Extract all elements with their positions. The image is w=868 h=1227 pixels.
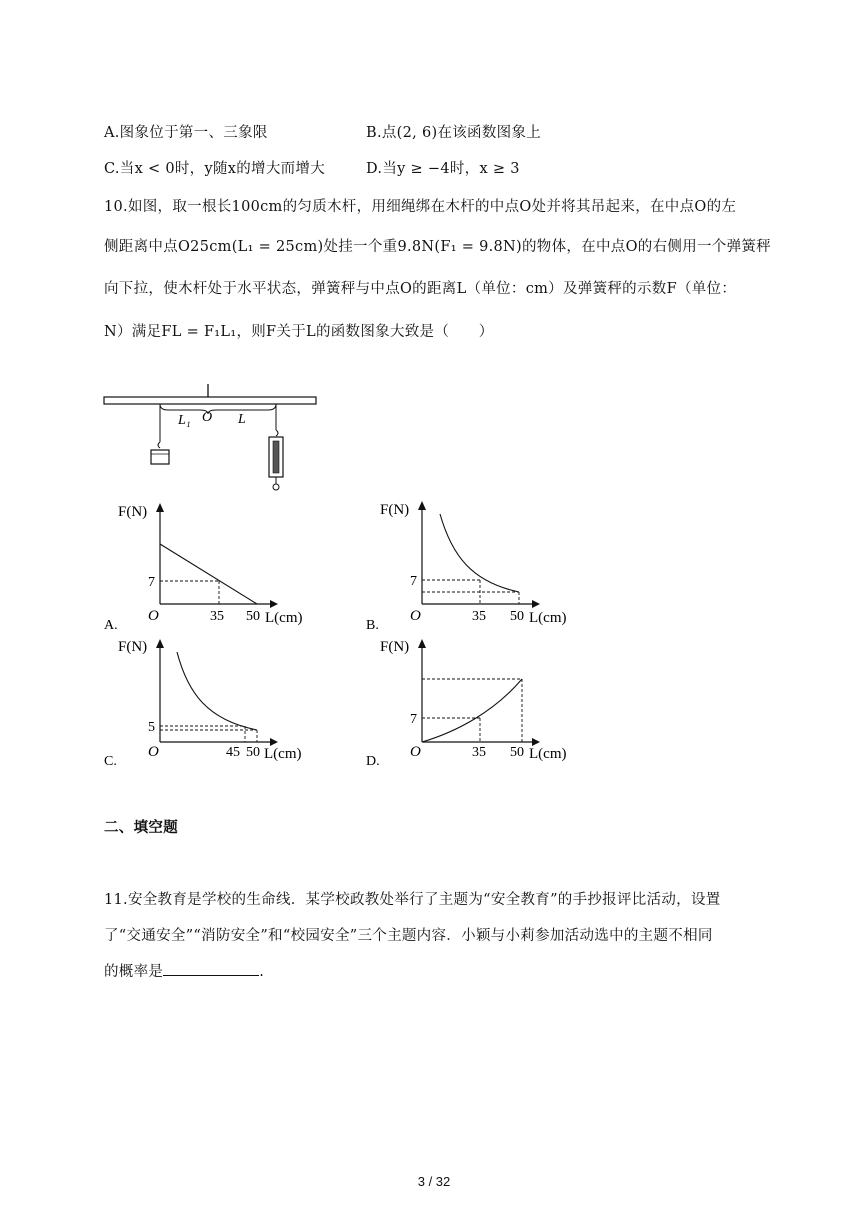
graph-a xyxy=(104,500,324,632)
x-axis-label: L(cm) xyxy=(529,610,567,626)
graph-option-label: C. xyxy=(104,754,117,768)
y-axis-label: F(N) xyxy=(380,502,410,518)
y-tick: 7 xyxy=(410,574,417,589)
origin-label: O xyxy=(148,608,159,624)
lever-figure xyxy=(98,380,328,500)
x-tick: 35 xyxy=(210,609,224,624)
x-axis-label: L(cm) xyxy=(529,746,567,762)
x-tick: 50 xyxy=(510,609,524,624)
graph-option-label: B. xyxy=(366,618,379,632)
y-tick: 7 xyxy=(148,575,155,590)
origin-label: O xyxy=(410,608,421,624)
graph-c xyxy=(104,632,324,768)
y-axis-label: F(N) xyxy=(118,639,148,655)
q10-line-3: 向下拉，使木杆处于水平状态，弹簧秤与中点O的距离L（单位：cm）及弹簧秤的示数F（单位： xyxy=(104,281,737,297)
graph-option-label: D. xyxy=(366,754,380,768)
y-axis-label: F(N) xyxy=(118,504,148,520)
answer-blank[interactable] xyxy=(163,961,259,976)
x-tick: 50 xyxy=(246,609,260,624)
y-tick: 7 xyxy=(410,712,417,727)
q10-line-1: 10.如图，取一根长100cm的匀质木杆，用细绳绑在木杆的中点O处并将其吊起来，在中点O的左 xyxy=(104,199,737,215)
q11-line-3 xyxy=(104,960,264,981)
q11-line-1: 11.安全教育是学校的生命线．某学校政教处举行了主题为“安全教育”的手抄报评比活动，设置 xyxy=(104,892,721,908)
option-a: A.图象位于第一、三象限 xyxy=(104,125,268,141)
label-l1: L₁ xyxy=(178,413,191,428)
x-tick: 50 xyxy=(510,745,524,760)
option-b: B.点(2, 6)在该函数图象上 xyxy=(366,125,542,141)
x-tick: 35 xyxy=(472,609,486,624)
x-tick: 35 xyxy=(472,745,486,760)
q11-line-3-end: . xyxy=(259,964,265,980)
label-l: L xyxy=(238,412,246,427)
graph-b xyxy=(366,496,586,632)
x-tick: 50 xyxy=(246,745,260,760)
q10-line-2: 侧距离中点O25cm(L₁ = 25cm)处挂一个重9.8N(F₁ = 9.8N)的物体，在中点O的右侧用一个弹簧秤 xyxy=(104,239,771,255)
label-o: O xyxy=(202,410,213,425)
option-d: D.当y ≥ −4时，x ≥ 3 xyxy=(366,161,520,177)
graph-option-label: A. xyxy=(104,618,118,632)
x-tick: 45 xyxy=(226,745,240,760)
q11-line-3-text: 的概率是 xyxy=(104,964,164,980)
option-c: C.当x < 0时，y随x的增大而增大 xyxy=(104,161,326,177)
q10-line-4: N）满足FL = F₁L₁，则F关于L的函数图象大致是（ ） xyxy=(104,324,494,340)
origin-label: O xyxy=(148,744,159,760)
y-axis-label: F(N) xyxy=(380,639,410,655)
graph-d xyxy=(366,632,586,768)
y-tick: 5 xyxy=(148,720,155,735)
x-axis-label: L(cm) xyxy=(264,746,302,762)
section-title: 二、填空题 xyxy=(104,820,178,836)
page-number: 3 / 32 xyxy=(417,1174,451,1189)
origin-label: O xyxy=(410,744,421,760)
q11-line-2: 了“交通安全”“消防安全”和“校园安全”三个主题内容．小颖与小莉参加活动选中的主题不相同 xyxy=(104,928,713,944)
x-axis-label: L(cm) xyxy=(265,610,303,626)
